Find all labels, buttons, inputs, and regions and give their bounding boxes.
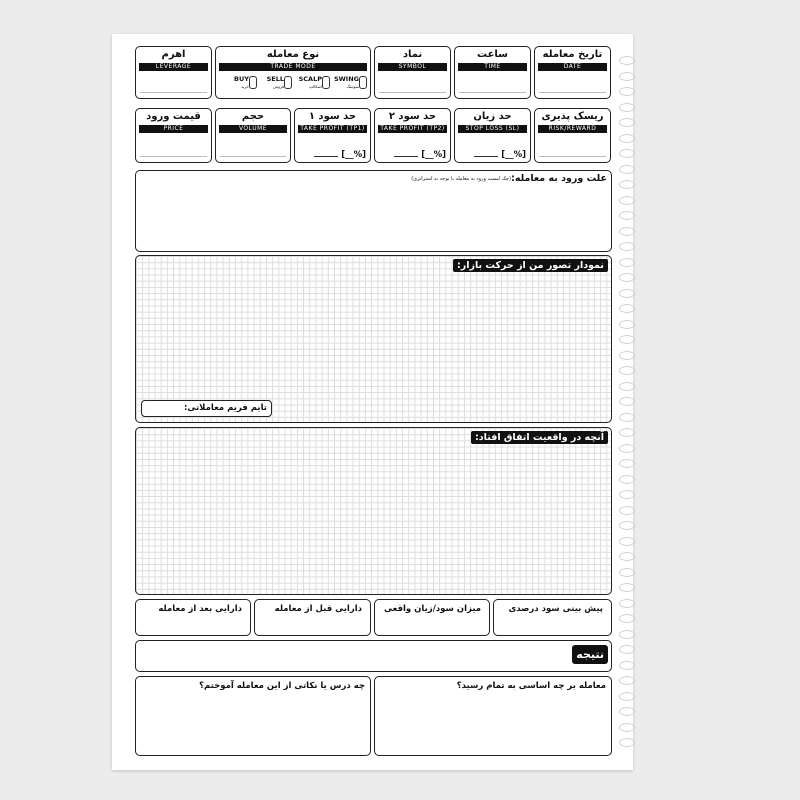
binding-ring [619, 645, 635, 654]
time-field[interactable] [454, 46, 531, 99]
leverage-label: اهرم [161, 49, 186, 60]
binding-ring [619, 723, 635, 732]
leverage-label-en: LEVERAGE [139, 63, 208, 71]
result-label: نتیجه [572, 645, 608, 664]
stop-loss-label: حد زیان [473, 111, 512, 122]
price-write-line [140, 156, 207, 157]
tp1-label-en: TAKE PROFIT (TP1) [298, 125, 367, 133]
sell-checkbox[interactable] [284, 76, 292, 89]
risk-reward-label-en: RISK/REWARD [538, 125, 607, 133]
binding-ring [619, 258, 635, 267]
trade-mode-option-scalp[interactable] [296, 75, 330, 91]
risk-reward-field[interactable] [534, 108, 611, 163]
binding-ring [619, 490, 635, 499]
binding-ring [619, 692, 635, 701]
binding-ring [619, 227, 635, 236]
stop-loss-field[interactable] [454, 108, 531, 163]
profit-forecast-label: پیش بینی سود درصدی [508, 604, 603, 614]
binding-ring [619, 180, 635, 189]
tp1-field[interactable] [294, 108, 371, 163]
profit-forecast-field[interactable] [493, 599, 612, 636]
price-label-en: PRICE [139, 125, 208, 133]
symbol-label: نماد [402, 49, 423, 60]
binding-ring [619, 444, 635, 453]
journal-page [112, 34, 633, 770]
tp2-label: حد سود ۲ [388, 111, 437, 122]
tp1-label: حد سود ۱ [308, 111, 357, 122]
trade-end-reason-box[interactable] [374, 676, 612, 756]
balance-after-label: دارایی بعد از معامله [158, 604, 242, 614]
date-label: تاریخ معامله [542, 49, 603, 60]
binding-ring [619, 382, 635, 391]
buy-option-sub: خرید [241, 84, 249, 89]
symbol-label-en: SYMBOL [378, 63, 447, 71]
binding-ring [619, 304, 635, 313]
symbol-write-line [379, 92, 446, 93]
binding-ring [619, 475, 635, 484]
binding-ring [619, 196, 635, 205]
sell-option-label: SELL [266, 75, 284, 83]
binding-ring [619, 630, 635, 639]
stop-loss-label-en: STOP LOSS (SL) [458, 125, 527, 133]
date-label-en: DATE [538, 63, 607, 71]
scalp-option-label: SCALP [298, 75, 322, 83]
tp2-percent[interactable] [394, 150, 446, 160]
sell-option-sub: فروش [273, 84, 284, 89]
binding-ring [619, 56, 635, 65]
binding-ring [619, 599, 635, 608]
binding-ring [619, 428, 635, 437]
binding-ring [619, 459, 635, 468]
timeframe-field[interactable] [141, 400, 272, 417]
volume-field[interactable] [215, 108, 291, 163]
time-write-line [459, 92, 526, 93]
trade-mode-label: نوع معامله [266, 49, 320, 60]
binding-ring [619, 87, 635, 96]
binding-ring [619, 506, 635, 515]
timeframe-label: تایم فریم معاملاتی: [183, 403, 267, 413]
trade-mode-option-swing[interactable] [333, 75, 367, 91]
binding-ring [619, 552, 635, 561]
risk-reward-write-line [539, 156, 606, 157]
tp2-percent-text: [__%] [421, 150, 446, 160]
date-field[interactable] [534, 46, 611, 99]
tp2-field[interactable] [374, 108, 451, 163]
binding-ring [619, 103, 635, 112]
binding-ring [619, 273, 635, 282]
buy-option-label: BUY [234, 75, 249, 83]
entry-reason-hint: (چک لیست ورود به معامله با توجه به استراتژی) [411, 176, 511, 182]
volume-write-line [220, 156, 286, 157]
binding-ring [619, 134, 635, 143]
market-chart-grid[interactable] [135, 255, 612, 423]
leverage-field[interactable] [135, 46, 212, 99]
buy-checkbox[interactable] [249, 76, 257, 89]
volume-label: حجم [241, 111, 265, 122]
trade-mode-label-en: TRADE MODE [219, 63, 367, 71]
risk-reward-label: ریسک پذیری [541, 111, 604, 122]
balance-before-label: دارایی قبل از معامله [274, 604, 362, 614]
swing-checkbox[interactable] [359, 76, 367, 89]
binding-ring [619, 366, 635, 375]
result-field[interactable] [135, 640, 612, 672]
trade-mode-option-sell[interactable] [262, 75, 292, 91]
binding-ring [619, 320, 635, 329]
tp1-percent-text: [__%] [341, 150, 366, 160]
time-label: ساعت [476, 49, 508, 60]
binding-ring [619, 413, 635, 422]
binding-ring [619, 738, 635, 747]
stop-loss-percent-text: [__%] [501, 150, 526, 160]
balance-before-field[interactable] [254, 599, 371, 636]
actual-outcome-title: آنچه در واقعیت اتفاق افتاد: [471, 431, 608, 444]
binding-ring [619, 521, 635, 530]
symbol-field[interactable] [374, 46, 451, 99]
binding-ring [619, 614, 635, 623]
volume-label-en: VOLUME [219, 125, 287, 133]
binding-ring [619, 118, 635, 127]
lessons-learned-label: چه درس یا نکاتی از این معامله آموختم؟ [199, 681, 365, 691]
binding-ring [619, 351, 635, 360]
actual-outcome-grid[interactable] [135, 427, 612, 595]
binding-ring [619, 211, 635, 220]
trade-end-reason-label: معامله بر چه اساسی به تمام رسید؟ [456, 681, 606, 691]
entry-reason-box[interactable] [135, 170, 612, 252]
binding-ring [619, 242, 635, 251]
binding-ring [619, 165, 635, 174]
binding-ring [619, 661, 635, 670]
trade-mode-field[interactable] [215, 46, 371, 99]
binding-ring [619, 583, 635, 592]
date-write-line [539, 92, 606, 93]
binding-ring [619, 568, 635, 577]
actual-pnl-field[interactable] [374, 599, 490, 636]
swing-option-sub: سوئینگ [346, 84, 359, 89]
binding-ring [619, 335, 635, 344]
time-label-en: TIME [458, 63, 527, 71]
scalp-option-sub: اسکالپ [308, 84, 322, 89]
binding-ring [619, 289, 635, 298]
price-field[interactable] [135, 108, 212, 163]
swing-option-label: SWING [333, 75, 359, 83]
balance-after-field[interactable] [135, 599, 251, 636]
binding-ring [619, 676, 635, 685]
trade-mode-option-buy[interactable] [227, 75, 257, 91]
tp2-label-en: TAKE PROFIT (TP2) [378, 125, 447, 133]
tp1-percent[interactable] [314, 150, 366, 160]
price-label: قیمت ورود [146, 111, 201, 122]
leverage-write-line [140, 92, 207, 93]
stop-loss-percent[interactable] [474, 150, 526, 160]
binding-ring [619, 537, 635, 546]
binding-ring [619, 149, 635, 158]
binding-ring [619, 707, 635, 716]
market-chart-title: نمودار تصور من از حرکت بازار: [453, 259, 608, 272]
entry-reason-title: علت ورود به معامله: [511, 173, 607, 184]
scalp-checkbox[interactable] [322, 76, 330, 89]
binding-ring [619, 397, 635, 406]
actual-pnl-label: میزان سود/زیان واقعی [384, 604, 481, 614]
lessons-learned-box[interactable] [135, 676, 371, 756]
binding-ring [619, 72, 635, 81]
